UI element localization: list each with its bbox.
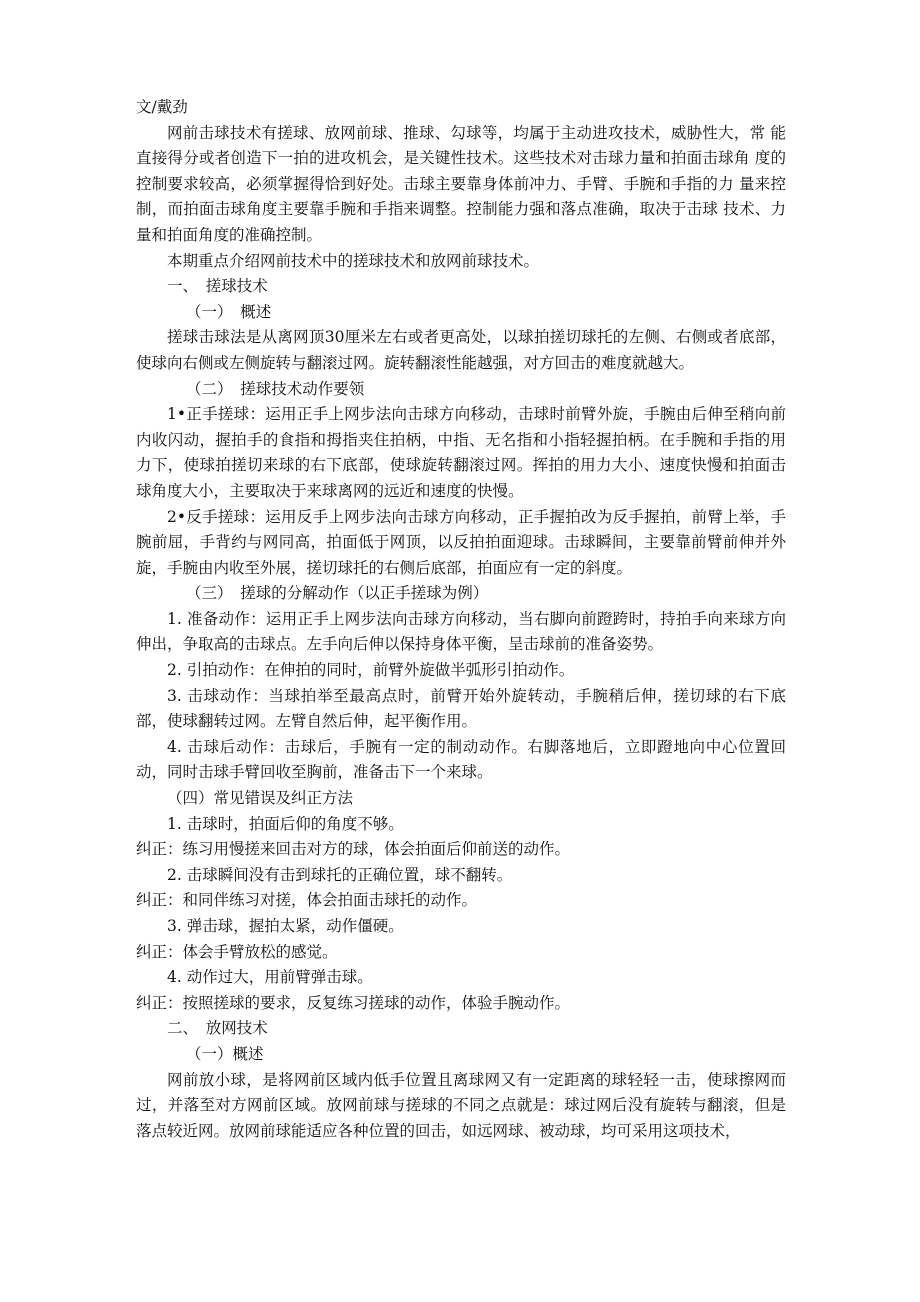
section2-sub1-heading: （一）概述: [186, 1044, 264, 1063]
author-line: 文/戴劲: [136, 98, 188, 116]
section1-sub1-text: 搓球击球法是从离网顶30厘米左右或者更高处，以球拍搓切球托的左侧、右侧或者底部，使球向右侧或左侧旋转与翻滚过网。旋转翻滚性能越强，对方回击的难度就越大。: [136, 328, 786, 372]
error-item-1: 1. 击球时，拍面后仰的角度不够。: [167, 814, 404, 833]
error-item-4: 4. 动作过大，用前臂弹击球。: [167, 968, 373, 987]
step-hit: 3. 击球动作：当球拍举至最高点时，前臂开始外旋转动，手腕稍后伸，搓切球的右下底部，使球翻转过网。左臂自然后伸，起平衡作用。: [136, 686, 786, 731]
step-follow-through: 4. 击球后动作：击球后，手腕有一定的制动动作。右脚落地后，立即蹬地向中心位置回动，同时击球手臂回收至胸前，准备击下一个来球。: [136, 737, 786, 782]
correction-item-3: 纠正：体会手臂放松的感觉。: [136, 942, 338, 961]
correction-item-2: 纠正：和同伴练习对搓，体会拍面击球托的动作。: [136, 891, 478, 910]
correction-item-1: 纠正：练习用慢搓来回击对方的球，体会拍面后仰前送的动作。: [136, 840, 571, 859]
error-item-3: 3. 弹击球，握拍太紧，动作僵硬。: [167, 917, 404, 935]
section1-sub2-heading: （二） 搓球技术动作要领: [186, 379, 365, 398]
section2-heading: 二、 放网技术: [167, 1019, 268, 1038]
backhand-push-paragraph: 2•反手搓球：运用反手上网步法向击球方向移动，正手握拍改为反手握拍，前臂上举，手腕前屈，手背约与网同高，拍面低于网顶，以反拍拍面迎球。击球瞬间，主要靠前臂前伸并外旋，手腕由内收至外展，搓切球托的右侧后底部，拍面应有一定的斜度。: [136, 507, 786, 577]
section2-sub1-text: 网前放小球，是将网前区域内低手位置且离球网又有一定距离的球轻轻一击，使球擦网而过，并落至对方网前区域。放网前球与搓球的不同之点就是：球过网后没有旋转与翻滚，但是落点较近网。放网前球能适应各种位置的回击，如远网球、被动球，均可采用这项技术，: [136, 1070, 786, 1140]
step-backswing: 2. 引拍动作：在伸拍的同时，前臂外旋做半弧形引拍动作。: [167, 661, 575, 680]
intro-paragraph: 网前击球技术有搓球、放网前球、推球、勾球等，均属于主动进攻技术，威胁性大，常 能直接得分或者创造下一拍的进攻机会，是关键性技术。这些技术对击球力量和拍面击球角 度的控制要求较高，必须掌握得恰到好处。击球主要靠身体前冲力、手臂、手腕和手指的力 量来控制，而拍面击球角度主要靠手腕和手指来调整。控制能力强和落点准确，取决于击球 技术、力量和拍面角度的准确控制。: [136, 123, 786, 244]
section1-sub3-heading: （三） 搓球的分解动作（以正手搓球为例）: [186, 584, 489, 603]
document-page: [136, 95, 786, 1144]
forehand-push-paragraph: 1•正手搓球：运用正手上网步法向击球方向移动，击球时前臂外旋，手腕由后伸至稍向前内收闪动，握拍手的食指和拇指夹住拍柄，中指、无名指和小指轻握拍柄。在手腕和手指的用力下，使球拍搓切来球的右下底部，使球旋转翻滚过网。挥拍的用力大小、速度快慢和拍面击球角度大小，主要取决于来球离网的远近和速度的快慢。: [136, 405, 786, 500]
step-prepare: 1. 准备动作：运用正手上网步法向击球方向移动，当右脚向前蹬跨时，持拍手向来球方向伸出，争取高的击球点。左手向后伸以保持身体平衡，呈击球前的准备姿势。: [136, 609, 786, 654]
intro-focus-paragraph: 本期重点介绍网前技术中的搓球技术和放网前球技术。: [167, 251, 540, 270]
section1-sub1-heading: （一） 概述: [186, 302, 272, 321]
correction-item-4: 纠正：按照搓球的要求，反复练习搓球的动作，体验手腕动作。: [136, 993, 571, 1012]
section1-heading: 一、 搓球技术: [167, 277, 268, 296]
error-item-2: 2. 击球瞬间没有击到球托的正确位置，球不翻转。: [167, 865, 513, 884]
section1-sub4-heading: （四）常见错误及纠正方法: [167, 789, 354, 808]
